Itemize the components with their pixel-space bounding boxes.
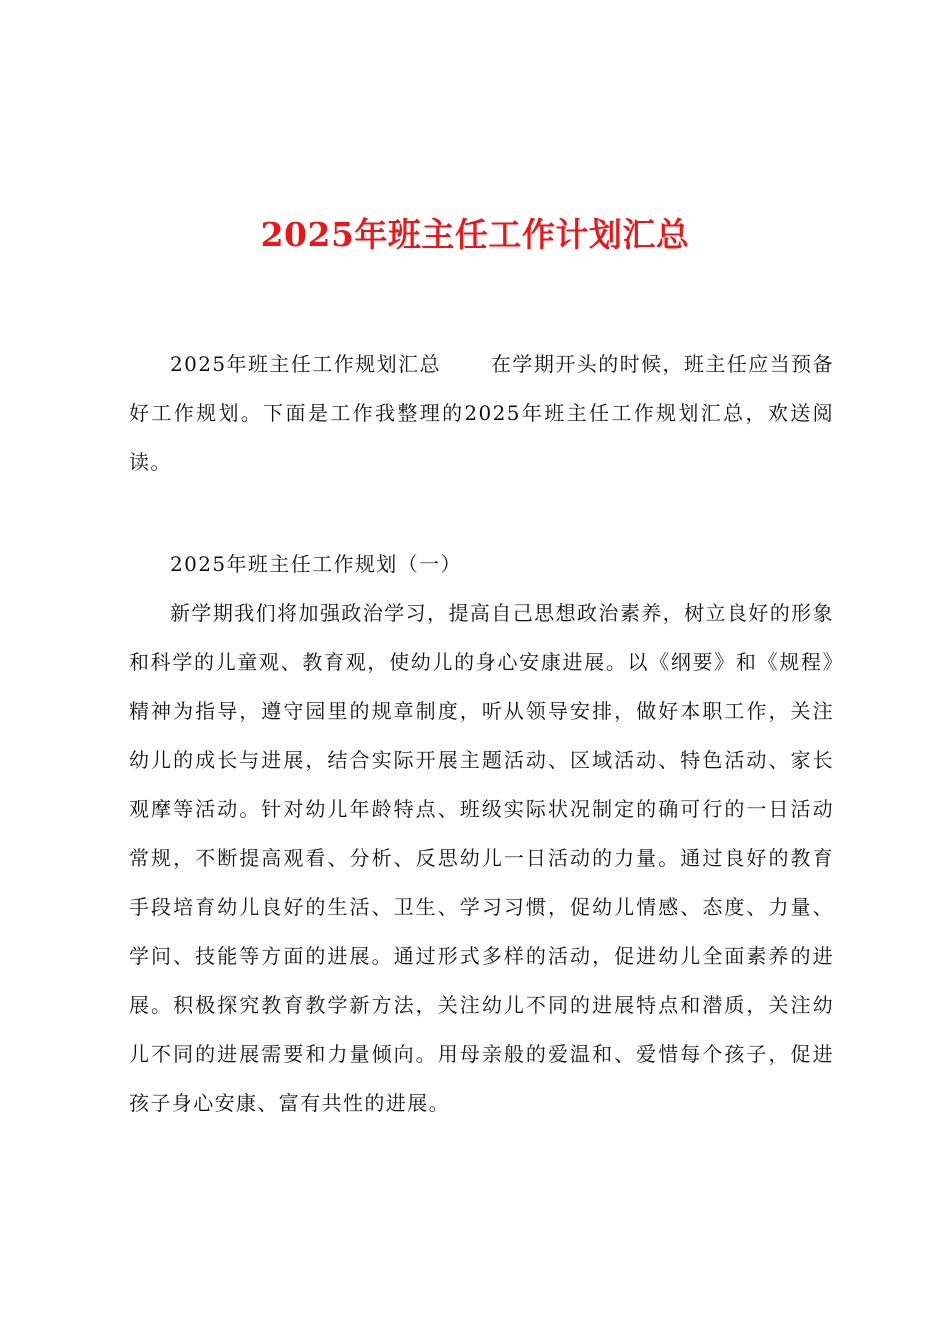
intro-text: 在学期开头的时候，班主任应当预备好工作规划。下面是工作我整理的2025年班主任工作规划汇总，欢送阅读。 — [129, 352, 835, 474]
section-heading: 2025年班主任工作规划（一） — [170, 552, 462, 576]
page-title: 2025年班主任工作计划汇总 — [260, 215, 690, 254]
intro-paragraph — [129, 340, 834, 487]
intro-lead: 2025年班主任工作规划汇总 — [170, 352, 441, 376]
body-paragraph: 新学期我们将加强政治学习，提高自己思想政治素养，树立良好的形象和科学的儿童观、教育观，使幼儿的身心安康进展。以《纲要》和《规程》精神为指导，遵守园里的规章制度，听从领导安排，做好本职工作，关注幼儿的成长与进展，结合实际开展主题活动、区域活动、特色活动、家长观摩等活动。针对幼儿年龄特点、班级实际状况制定的确可行的一日活动常规，不断提高观看、分析、反思幼儿一日活动的力量。通过良好的教育手段培育幼儿良好的生活、卫生、学习习惯，促幼儿情感、态度、力量、学问、技能等方面的进展。通过形式多样的活动，促进幼儿全面素养的进展。积极探究教育教学新方法，关注幼儿不同的进展特点和潜质，关注幼儿不同的进展需要和力量倾向。用母亲般的爱温和、爱惜每个孩子，促进孩子身心安康、富有共性的进展。 — [129, 601, 834, 1115]
